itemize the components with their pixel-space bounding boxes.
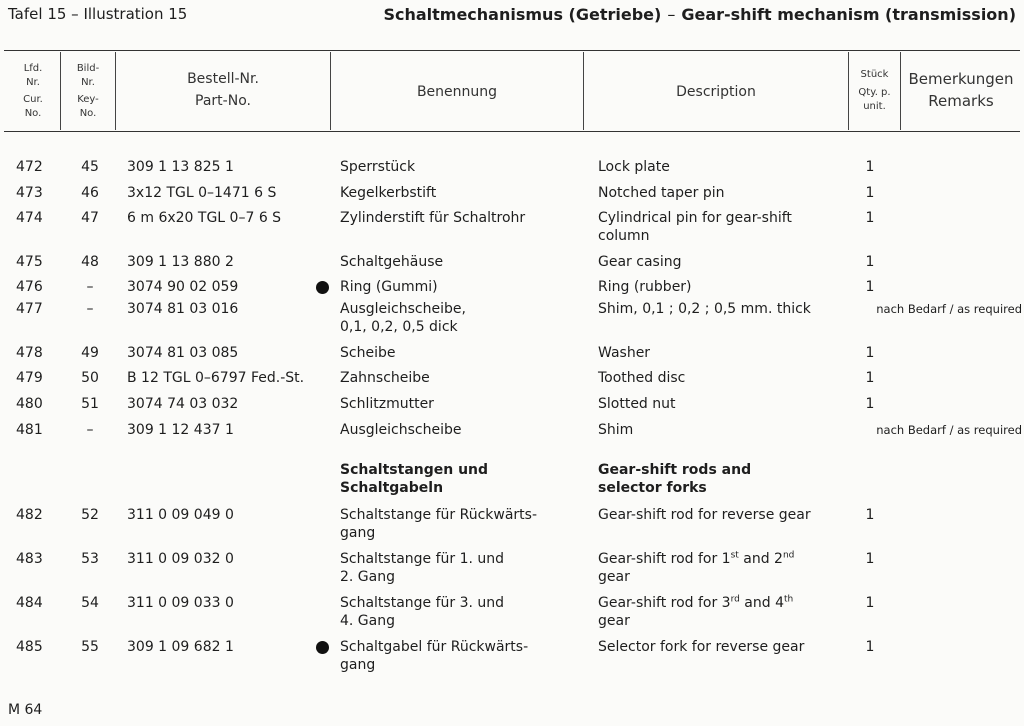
- key-no: –: [86, 422, 94, 438]
- cur-no: 483: [16, 551, 43, 567]
- description: Cylindrical pin for gear-shift column: [598, 210, 792, 244]
- section-heading-english: Gear-shift rods and selector forks: [598, 462, 752, 496]
- description: Gear-shift rod for 3rd and 4th gear: [598, 594, 794, 629]
- table-row: [0, 184, 1024, 209]
- part-no: 309 1 12 437 1: [127, 422, 234, 438]
- description: Toothed disc: [598, 370, 686, 386]
- cur-no: 475: [16, 254, 43, 270]
- header-part-no: Bestell-Nr. Part-No.: [187, 71, 259, 109]
- description: Shim, 0,1 ; 0,2 ; 0,5 mm. thick: [598, 301, 811, 317]
- benennung: Schaltstange für Rückwärts- gang: [340, 507, 538, 541]
- quantity: 1: [865, 279, 875, 295]
- page-number: M 64: [8, 702, 43, 718]
- header-benennung: Benennung: [416, 84, 498, 100]
- part-no: 311 0 09 049 0: [127, 507, 234, 523]
- part-no: 311 0 09 033 0: [127, 595, 234, 611]
- part-no: B 12 TGL 0–6797 Fed.-St.: [127, 370, 305, 386]
- description: Ring (rubber): [598, 279, 692, 295]
- benennung: Schlitzmutter: [340, 396, 434, 412]
- cur-no: 479: [16, 370, 43, 386]
- table-row: [0, 506, 1024, 550]
- cur-no: 481: [16, 422, 43, 438]
- key-no: 45: [81, 159, 99, 175]
- cur-no: 474: [16, 210, 43, 226]
- key-no: 51: [81, 396, 99, 412]
- table-row: [0, 395, 1024, 421]
- benennung: Zylinderstift für Schaltrohr: [340, 210, 526, 226]
- benennung: Sperrstück: [340, 159, 416, 175]
- part-no: 3074 74 03 032: [127, 396, 239, 412]
- table-row: [0, 550, 1024, 594]
- section-heading-german: Schaltstangen und Schaltgabeln: [340, 462, 489, 496]
- cur-no: 472: [16, 159, 43, 175]
- remarks: nach Bedarf / as required: [876, 302, 1022, 316]
- benennung: Ausgleichscheibe, 0,1, 0,2, 0,5 dick: [340, 301, 466, 335]
- part-no: 3x12 TGL 0–1471 6 S: [127, 185, 277, 201]
- page-title: [383, 5, 1016, 24]
- cur-no: 477: [16, 301, 43, 317]
- header-cur-no: Lfd. Nr. Cur. No.: [23, 63, 43, 119]
- header-top-rule: [4, 50, 1020, 51]
- quantity: 1: [865, 159, 875, 175]
- table-row: [0, 158, 1024, 184]
- cur-no: 473: [16, 185, 43, 201]
- part-no: 6 m 6x20 TGL 0–7 6 S: [127, 210, 282, 226]
- part-no: 3074 90 02 059: [127, 279, 239, 295]
- title-english: Gear-shift mechanism (transmission): [681, 5, 1016, 24]
- table-row: [0, 594, 1024, 638]
- benennung: Ausgleichscheibe: [340, 422, 462, 438]
- cur-no: 478: [16, 345, 43, 361]
- quantity: 1: [865, 639, 875, 655]
- header-remarks: Bemerkungen Remarks: [908, 70, 1014, 110]
- description: Gear-shift rod for reverse gear: [598, 507, 811, 523]
- quantity: 1: [865, 507, 875, 523]
- key-no: 46: [81, 185, 99, 201]
- description: Slotted nut: [598, 396, 676, 412]
- part-no: 3074 81 03 016: [127, 301, 239, 317]
- table-row: [0, 278, 1024, 300]
- part-no: 309 1 09 682 1: [127, 639, 234, 655]
- cur-no: 482: [16, 507, 43, 523]
- parts-list: [0, 158, 1024, 682]
- table-row: [0, 638, 1024, 682]
- table-row: [0, 369, 1024, 395]
- key-no: 52: [81, 507, 99, 523]
- benennung: Schaltgabel für Rückwärts- gang: [340, 638, 580, 674]
- benennung: Schaltgehäuse: [340, 254, 444, 270]
- key-no: –: [86, 279, 94, 295]
- key-no: 55: [81, 639, 99, 655]
- cur-no: 480: [16, 396, 43, 412]
- quantity: 1: [865, 370, 875, 386]
- table-row: [0, 209, 1024, 253]
- header-key-no: Bild- Nr. Key- No.: [76, 63, 100, 119]
- header-description: Description: [676, 84, 756, 100]
- header-bottom-rule: [4, 131, 1020, 132]
- key-no: 54: [81, 595, 99, 611]
- quantity: 1: [865, 210, 875, 226]
- part-no: 3074 81 03 085: [127, 345, 239, 361]
- benennung: Schaltstange für 1. und 2. Gang: [340, 551, 505, 585]
- new-part-dot-icon: [316, 641, 329, 654]
- benennung: Zahnscheibe: [340, 370, 430, 386]
- table-row: [0, 300, 1024, 344]
- quantity: 1: [865, 254, 875, 270]
- description: Gear casing: [598, 254, 682, 270]
- title-separator: –: [667, 5, 676, 24]
- table-row: [0, 421, 1024, 461]
- column-divider: [60, 52, 61, 130]
- part-no: 311 0 09 032 0: [127, 551, 234, 567]
- quantity: 1: [865, 396, 875, 412]
- description: Shim: [598, 422, 634, 438]
- plate-reference: Tafel 15 – Illustration 15: [8, 5, 188, 23]
- cur-no: 484: [16, 595, 43, 611]
- key-no: 48: [81, 254, 99, 270]
- table-row: [0, 253, 1024, 278]
- quantity: 1: [865, 185, 875, 201]
- title-german: Schaltmechanismus (Getriebe): [383, 5, 662, 24]
- header-qty: Stück Qty. p. unit.: [858, 69, 891, 112]
- benennung: Ring (Gummi): [340, 278, 580, 296]
- quantity: 1: [865, 551, 875, 567]
- new-part-dot-icon: [316, 281, 329, 294]
- description: Notched taper pin: [598, 185, 725, 201]
- cur-no: 476: [16, 279, 43, 295]
- key-no: 50: [81, 370, 99, 386]
- description: Selector fork for reverse gear: [598, 639, 805, 655]
- description: Gear-shift rod for 1st and 2nd gear: [598, 550, 795, 585]
- description: Lock plate: [598, 159, 670, 175]
- description: Washer: [598, 345, 651, 361]
- key-no: 53: [81, 551, 99, 567]
- benennung: Scheibe: [340, 345, 396, 361]
- section-heading: [0, 461, 1024, 506]
- quantity: 1: [865, 595, 875, 611]
- benennung: Kegelkerbstift: [340, 185, 437, 201]
- part-no: 309 1 13 880 2: [127, 254, 234, 270]
- table-row: [0, 344, 1024, 369]
- cur-no: 485: [16, 639, 43, 655]
- key-no: –: [86, 301, 94, 317]
- quantity: 1: [865, 345, 875, 361]
- benennung: Schaltstange für 3. und 4. Gang: [340, 595, 505, 629]
- key-no: 47: [81, 210, 99, 226]
- key-no: 49: [81, 345, 99, 361]
- remarks: nach Bedarf / as required: [876, 423, 1022, 437]
- part-no: 309 1 13 825 1: [127, 159, 234, 175]
